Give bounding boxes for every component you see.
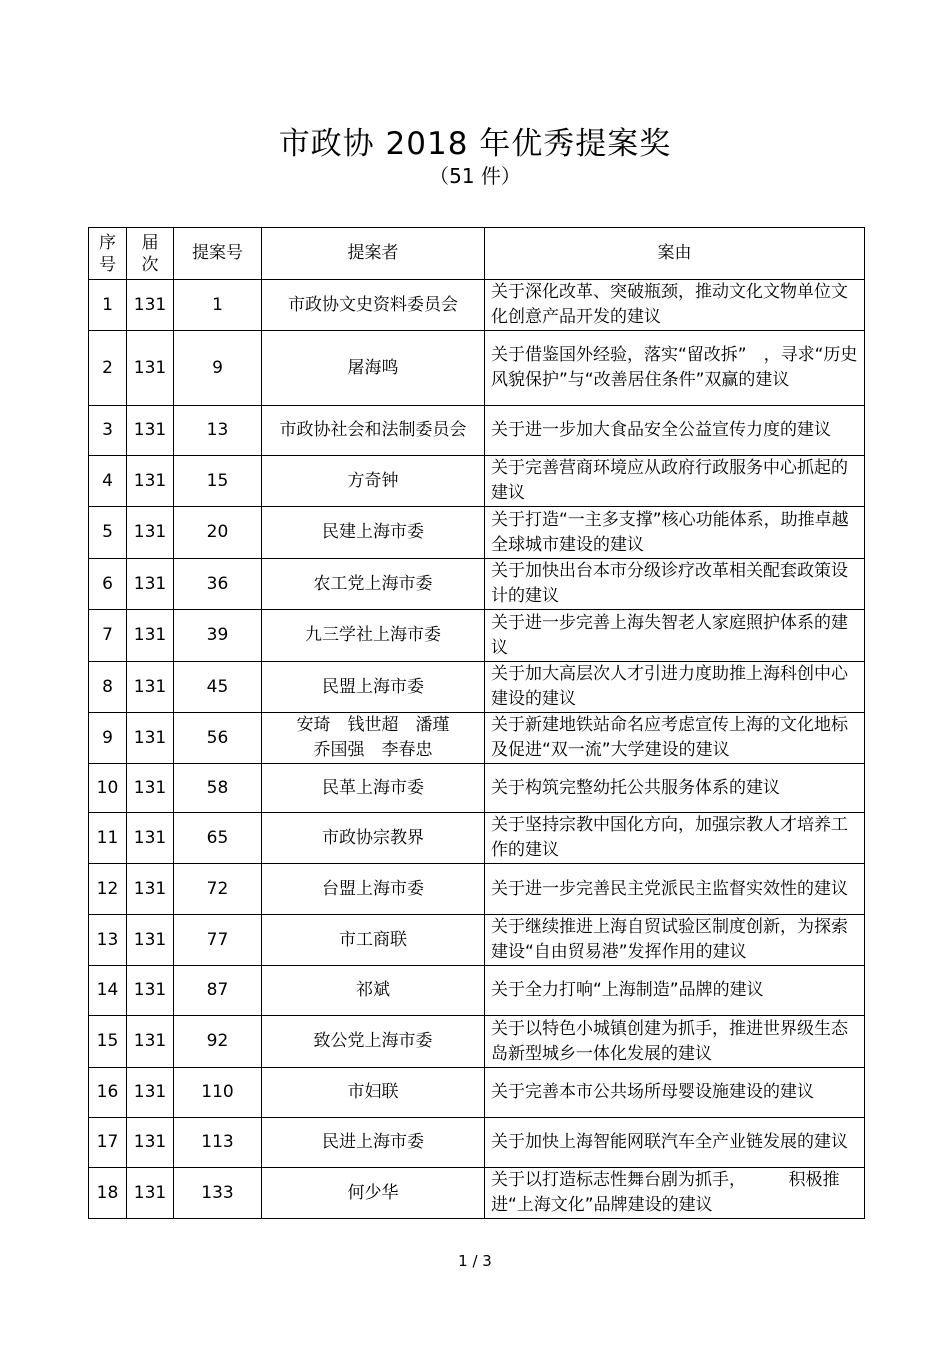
row-reason: 关于继续推进上海自贸试验区制度创新，为探索建设“自由贸易港”发挥作用的建议 xyxy=(485,915,865,966)
row-number: 10 xyxy=(89,764,127,813)
row-reason: 关于新建地铁站命名应考虑宣传上海的文化地标及促进“双一流”大学建设的建议 xyxy=(485,713,865,764)
row-proposal-id: 39 xyxy=(174,610,262,662)
row-session: 131 xyxy=(127,559,174,610)
header-proposer: 提案者 xyxy=(262,228,485,280)
row-proposal-id: 20 xyxy=(174,507,262,559)
row-session: 131 xyxy=(127,764,174,813)
row-number: 8 xyxy=(89,662,127,713)
row-reason: 关于全力打响“上海制造”品牌的建议 xyxy=(485,966,865,1016)
row-reason: 关于进一步完善上海失智老人家庭照护体系的建议 xyxy=(485,610,865,662)
row-session: 131 xyxy=(127,864,174,915)
table-row xyxy=(89,813,865,864)
row-reason: 关于以特色小城镇创建为抓手，推进世界级生态岛新型城乡一体化发展的建议 xyxy=(485,1016,865,1068)
row-proposal-id: 65 xyxy=(174,813,262,864)
row-proposer: 民革上海市委 xyxy=(262,764,485,813)
row-proposer: 屠海鸣 xyxy=(262,331,485,406)
row-number: 15 xyxy=(89,1016,127,1068)
row-proposal-id: 15 xyxy=(174,456,262,507)
row-session: 131 xyxy=(127,662,174,713)
row-number: 6 xyxy=(89,559,127,610)
header-session: 届 次 xyxy=(127,228,174,280)
row-proposer: 市政协文史资料委员会 xyxy=(262,280,485,331)
row-proposer: 农工党上海市委 xyxy=(262,559,485,610)
row-proposer: 市政协宗教界 xyxy=(262,813,485,864)
row-proposal-id: 72 xyxy=(174,864,262,915)
row-proposer: 何少华 xyxy=(262,1168,485,1219)
row-reason: 关于以打造标志性舞台剧为抓手， 积极推进“上海文化”品牌建设的建议 xyxy=(485,1168,865,1219)
row-session: 131 xyxy=(127,1118,174,1168)
table-row xyxy=(89,864,865,915)
row-proposal-id: 36 xyxy=(174,559,262,610)
row-proposer: 民进上海市委 xyxy=(262,1118,485,1168)
row-proposal-id: 1 xyxy=(174,280,262,331)
award-table xyxy=(88,227,865,1219)
table-row xyxy=(89,764,865,813)
row-number: 14 xyxy=(89,966,127,1016)
row-session: 131 xyxy=(127,610,174,662)
row-session: 131 xyxy=(127,456,174,507)
table-row xyxy=(89,713,865,764)
row-number: 12 xyxy=(89,864,127,915)
row-number: 9 xyxy=(89,713,127,764)
row-number: 7 xyxy=(89,610,127,662)
row-proposer: 市政协社会和法制委员会 xyxy=(262,406,485,456)
table-row xyxy=(89,1118,865,1168)
row-proposer: 台盟上海市委 xyxy=(262,864,485,915)
header-proposal-id: 提案号 xyxy=(174,228,262,280)
row-proposal-id: 56 xyxy=(174,713,262,764)
table-row xyxy=(89,915,865,966)
row-session: 131 xyxy=(127,966,174,1016)
table-row xyxy=(89,406,865,456)
row-reason: 关于构筑完整幼托公共服务体系的建议 xyxy=(485,764,865,813)
row-session: 131 xyxy=(127,915,174,966)
row-proposer: 市工商联 xyxy=(262,915,485,966)
document-subtitle: （51 件） xyxy=(429,164,521,188)
row-proposal-id: 13 xyxy=(174,406,262,456)
row-proposer: 九三学社上海市委 xyxy=(262,610,485,662)
row-proposer: 祁斌 xyxy=(262,966,485,1016)
row-number: 5 xyxy=(89,507,127,559)
row-session: 131 xyxy=(127,713,174,764)
table-row xyxy=(89,1068,865,1118)
row-proposer: 民建上海市委 xyxy=(262,507,485,559)
row-reason: 关于加快出台本市分级诊疗改革相关配套政策设计的建议 xyxy=(485,559,865,610)
header-reason: 案由 xyxy=(485,228,865,280)
row-session: 131 xyxy=(127,507,174,559)
row-number: 1 xyxy=(89,280,127,331)
table-header-row xyxy=(89,228,865,280)
table-row xyxy=(89,280,865,331)
row-number: 18 xyxy=(89,1168,127,1219)
document-title: 市政协 2018 年优秀提案奖 xyxy=(278,126,672,162)
row-proposer: 民盟上海市委 xyxy=(262,662,485,713)
row-session: 131 xyxy=(127,1068,174,1118)
row-reason: 关于打造“一主多支撑”核心功能体系，助推卓越全球城市建设的建议 xyxy=(485,507,865,559)
row-number: 13 xyxy=(89,915,127,966)
row-session: 131 xyxy=(127,813,174,864)
row-number: 16 xyxy=(89,1068,127,1118)
row-reason: 关于进一步加大食品安全公益宣传力度的建议 xyxy=(485,406,865,456)
row-proposal-id: 92 xyxy=(174,1016,262,1068)
row-number: 11 xyxy=(89,813,127,864)
row-proposal-id: 45 xyxy=(174,662,262,713)
row-session: 131 xyxy=(127,280,174,331)
row-proposal-id: 77 xyxy=(174,915,262,966)
row-number: 3 xyxy=(89,406,127,456)
row-session: 131 xyxy=(127,1016,174,1068)
row-reason: 关于加大高层次人才引进力度助推上海科创中心建设的建议 xyxy=(485,662,865,713)
table-row xyxy=(89,456,865,507)
row-session: 131 xyxy=(127,406,174,456)
row-proposal-id: 110 xyxy=(174,1068,262,1118)
row-proposer: 市妇联 xyxy=(262,1068,485,1118)
row-reason: 关于进一步完善民主党派民主监督实效性的建议 xyxy=(485,864,865,915)
row-reason: 关于完善营商环境应从政府行政服务中心抓起的建议 xyxy=(485,456,865,507)
row-proposal-id: 9 xyxy=(174,331,262,406)
row-number: 17 xyxy=(89,1118,127,1168)
row-proposal-id: 58 xyxy=(174,764,262,813)
row-proposal-id: 113 xyxy=(174,1118,262,1168)
row-reason: 关于借鉴国外经验，落实“留改拆” ，寻求“历史风貌保护”与“改善居住条件”双赢的建议 xyxy=(485,331,865,406)
table-row xyxy=(89,507,865,559)
row-number: 4 xyxy=(89,456,127,507)
table-row xyxy=(89,610,865,662)
row-proposal-id: 133 xyxy=(174,1168,262,1219)
row-proposer: 安琦 钱世超 潘瑾 乔国强 李春忠 xyxy=(262,713,485,764)
row-reason: 关于完善本市公共场所母婴设施建设的建议 xyxy=(485,1068,865,1118)
table-row xyxy=(89,331,865,406)
table-row xyxy=(89,966,865,1016)
table-row xyxy=(89,1016,865,1068)
row-session: 131 xyxy=(127,331,174,406)
row-proposer: 方奇钟 xyxy=(262,456,485,507)
row-reason: 关于坚持宗教中国化方向，加强宗教人才培养工作的建议 xyxy=(485,813,865,864)
row-reason: 关于加快上海智能网联汽车全产业链发展的建议 xyxy=(485,1118,865,1168)
header-no: 序 号 xyxy=(89,228,127,280)
table-row xyxy=(89,662,865,713)
row-proposal-id: 87 xyxy=(174,966,262,1016)
row-session: 131 xyxy=(127,1168,174,1219)
row-proposer: 致公党上海市委 xyxy=(262,1016,485,1068)
page-number: 1 / 3 xyxy=(458,1252,492,1270)
table-row xyxy=(89,1168,865,1219)
row-number: 2 xyxy=(89,331,127,406)
row-reason: 关于深化改革、突破瓶颈，推动文化文物单位文化创意产品开发的建议 xyxy=(485,280,865,331)
table-row xyxy=(89,559,865,610)
